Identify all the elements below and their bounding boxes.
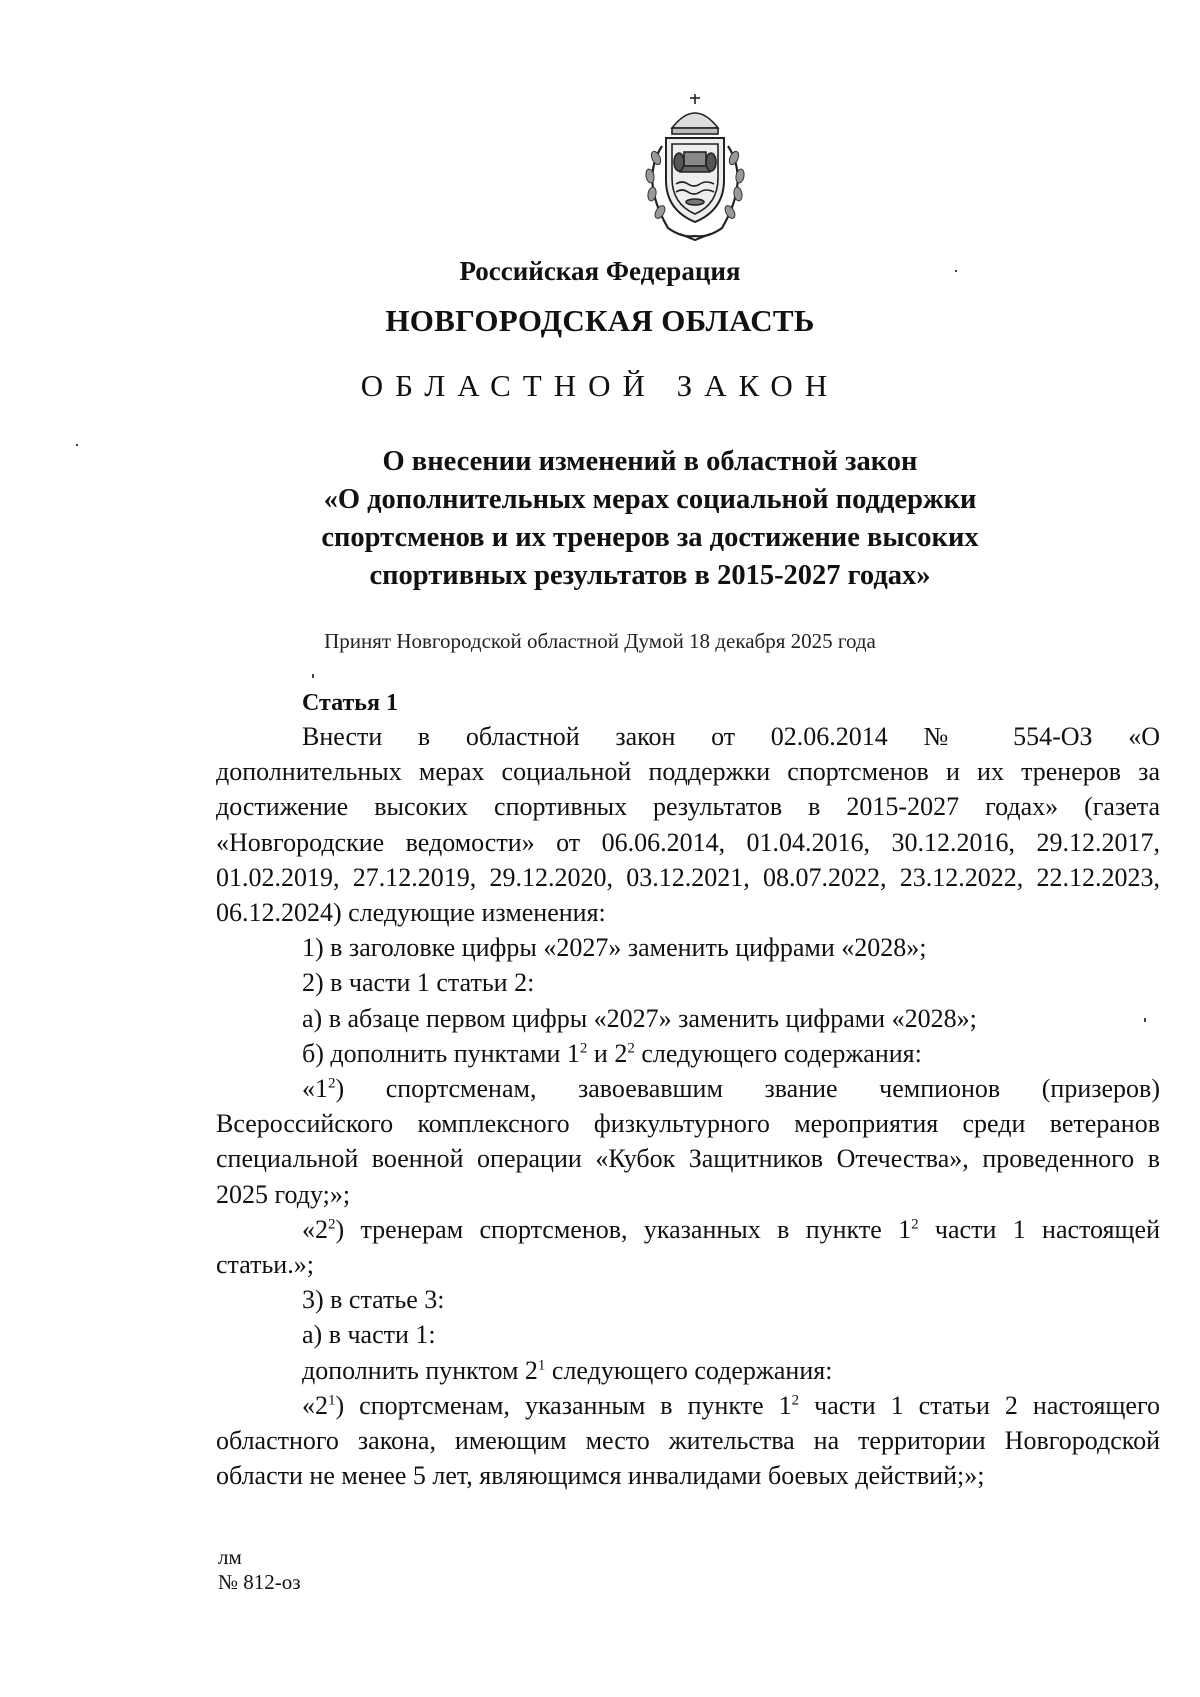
amendment-item: 3) в статье 3:: [302, 1285, 445, 1315]
law-title-line: спортивных результатов в 2015-2027 годах»: [369, 560, 931, 591]
law-title-line: О внесении изменений в областной закон: [382, 446, 918, 477]
federation-heading: Российская Федерация: [459, 256, 741, 286]
law-type-heading: ОБЛАСТНОЙ ЗАКОН: [360, 368, 840, 403]
document-footer: [218, 1545, 301, 1595]
amendment-item: 1) в заголовке цифры «2027» заменить цифрами «2028»;: [302, 933, 927, 963]
article-heading: Статья 1: [302, 690, 398, 716]
intro-first-line: Внести в областной закон от 02.06.2014 № 554-ОЗ «О: [302, 722, 1160, 751]
law-title-line: «О дополнительных мерах социальной поддержки: [323, 484, 977, 515]
amendment-item: а) в абзаце первом цифры «2027» заменить цифрами «2028»;: [302, 1003, 977, 1033]
amendment-item: дополнить пунктом $2^1$ следующего содержания:: [302, 1355, 833, 1385]
author-initials: лм: [218, 1545, 242, 1569]
amendment-item: б) дополнить пунктами $1^2$ и $2^2$ следующего содержания:: [302, 1038, 922, 1068]
scan-speck: [955, 270, 957, 272]
law-number: № 812-оз: [218, 1570, 301, 1594]
article-body: [216, 719, 1160, 1493]
amendment-item: 2) в части 1 статьи 2:: [302, 968, 535, 998]
inserted-point-2-1: «$2^1$) спортсменам, указанным в пункте $1^2$ части 1 статьи 2 настоящего областного закона, имеющим место жительства на территории Новгородской области не менее 5 лет, являющимся инвалидами боевых действий;»;: [216, 1390, 1160, 1491]
inserted-point-2-2: «$2^2$) тренерам спортсменов, указанных в пункте $1^2$ части 1 настоящей статьи.»;: [216, 1214, 1160, 1280]
scan-speck: [1144, 1018, 1146, 1022]
amendment-item: а) в части 1:: [302, 1320, 436, 1350]
inserted-point-1-2: «$1^2$) спортсменам, завоевавшим звание чемпионов (призеров) Всероссийского комплексного физкультурного мероприятия среди ветеранов специальной военной операции «Кубок Защитников Отечества», проведенного в 2025 году;»;: [216, 1074, 1160, 1209]
scan-speck: [76, 444, 78, 446]
coat-of-arms-emblem: [622, 88, 768, 246]
law-title-line: спортсменов и их тренеров за достижение высоких: [321, 522, 979, 553]
scan-speck: [312, 674, 314, 678]
region-heading: НОВГОРОДСКАЯ ОБЛАСТЬ: [385, 303, 815, 338]
law-title: [200, 443, 1100, 595]
intro-paragraph: дополнительных мерах социальной поддержки спортсменов и их тренеров за достижение высоких спортивных результатов в 2015-2027 годах» (газета «Новгородские ведомости» от 06.06.2014, 01.04.2016, 30.12.2016, 29.12.2017, 01.02.2019, 27.12.2019, 29.12.2020, 03.12.2021, 08.07.2022, 23.12.2022, 22.12.2023, 06.12.2024) следующие изменения:: [216, 757, 1160, 928]
adoption-note: Принят Новгородской областной Думой 18 декабря 2025 года: [324, 629, 876, 653]
